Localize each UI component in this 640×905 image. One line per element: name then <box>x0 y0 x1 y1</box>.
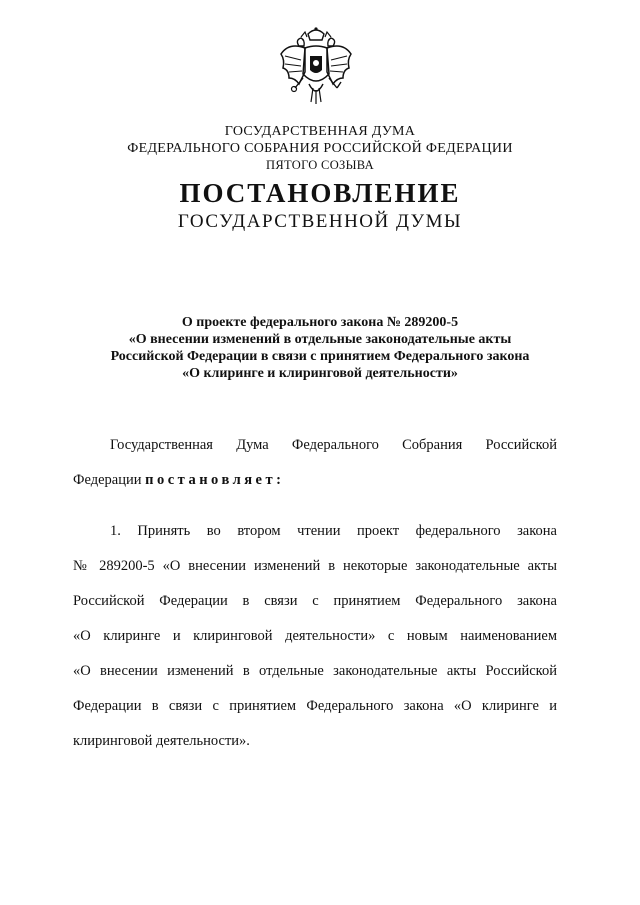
paragraph-line: Российской Федерации в связи с принятием Федерального закона <box>73 593 557 609</box>
preamble-line: Государственная Дума Федерального Собрания Российской <box>110 437 557 453</box>
paragraph-line: клиринговой деятельности». <box>73 733 250 749</box>
header-federal-assembly: ФЕДЕРАЛЬНОГО СОБРАНИЯ РОССИЙСКОЙ ФЕДЕРАЦИИ <box>127 141 513 156</box>
header-convocation: ПЯТОГО СОЗЫВА <box>266 158 374 172</box>
coat-of-arms-emblem <box>275 26 357 112</box>
preamble-line <box>73 472 557 489</box>
paragraph-line: Федерации в связи с принятием Федерального закона «О клиринге и <box>73 698 557 714</box>
document-subject <box>0 314 640 382</box>
subject-line: «О клиринге и клиринговой деятельности» <box>182 366 458 381</box>
resolves-word: постановляет: <box>145 472 285 488</box>
paragraph-line: «О внесении изменений в отдельные законодательные акты Российской <box>73 663 557 679</box>
header-duma: ГОСУДАРСТВЕННАЯ ДУМА <box>224 124 416 139</box>
paragraph-line: 1. Принять во втором чтении проект федерального закона <box>110 523 557 539</box>
document-subtitle: ГОСУДАРСТВЕННОЙ ДУМЫ <box>177 211 463 232</box>
paragraph-line: № 289200-5 «О внесении изменений в некоторые законодательные акты <box>73 558 557 574</box>
subject-line: «О внесении изменений в отдельные законодательные акты <box>128 332 512 347</box>
subject-line: Российской Федерации в связи с принятием Федерального закона <box>110 349 530 364</box>
subject-line: О проекте федерального закона № 289200-5 <box>181 315 459 330</box>
document-title: ПОСТАНОВЛЕНИЕ <box>179 178 461 208</box>
preamble-text: Федерации <box>73 472 146 488</box>
paragraph-line: «О клиринге и клиринговой деятельности» с новым наименованием <box>73 628 557 644</box>
